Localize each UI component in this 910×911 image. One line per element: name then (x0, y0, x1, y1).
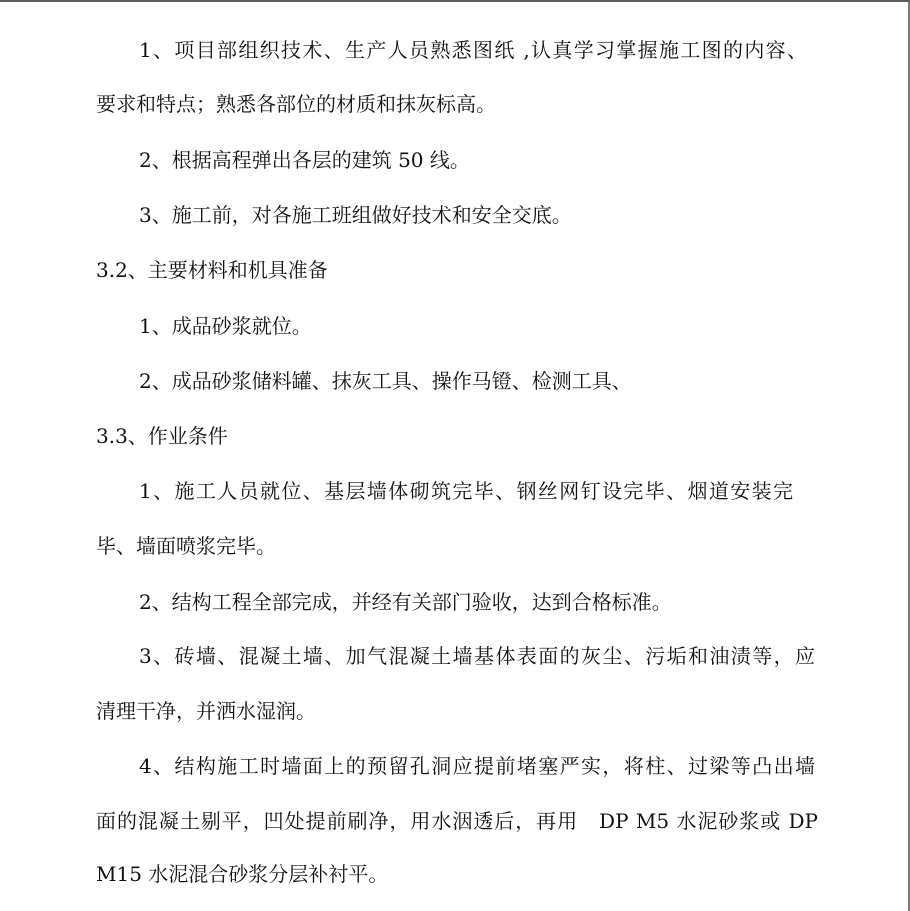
paragraph-line: 3、施工前，对各施工班组做好技术和安全交底。 (139, 203, 572, 227)
paragraph-line: 2、成品砂浆储料罐、抹灰工具、操作马镫、检测工具、 (139, 369, 632, 393)
paragraph-line: 2、结构工程全部完成，并经有关部门验收，达到合格标准。 (139, 590, 672, 614)
paragraph-line: 毕、墙面喷浆完毕。 (96, 534, 276, 558)
paragraph-line: 4、结构施工时墙面上的预留孔洞应提前堵塞严实，将柱、过梁等凸出墙 (139, 754, 815, 778)
paragraph-line: 1、施工人员就位、基层墙体砌筑完毕、钢丝网钉设完毕、烟道安装完 (139, 479, 793, 503)
section-heading: 3.3、作业条件 (96, 424, 228, 448)
section-heading: 3.2、主要材料和机具准备 (96, 258, 328, 282)
paragraph-line: 2、根据高程弹出各层的建筑 50 线。 (139, 148, 470, 172)
paragraph-line: 要求和特点；熟悉各部位的材质和抹灰标高。 (96, 92, 496, 116)
paragraph-line: 1、成品砂浆就位。 (139, 314, 312, 338)
paragraph-line: 1、项目部组织技术、生产人员熟悉图纸 ,认真学习掌握施工图的内容、 (139, 38, 807, 62)
paragraph-line: 面的混凝土剔平，凹处提前刷净，用水洇透后，再用 DP M5 水泥砂浆或 DP (96, 809, 818, 833)
paragraph-line: M15 水泥混合砂浆分层补衬平。 (96, 862, 389, 886)
paragraph-line: 清理干净，并洒水湿润。 (96, 699, 316, 723)
paragraph-line: 3、砖墙、混凝土墙、加气混凝土墙基体表面的灰尘、污垢和油渍等，应 (139, 644, 815, 668)
